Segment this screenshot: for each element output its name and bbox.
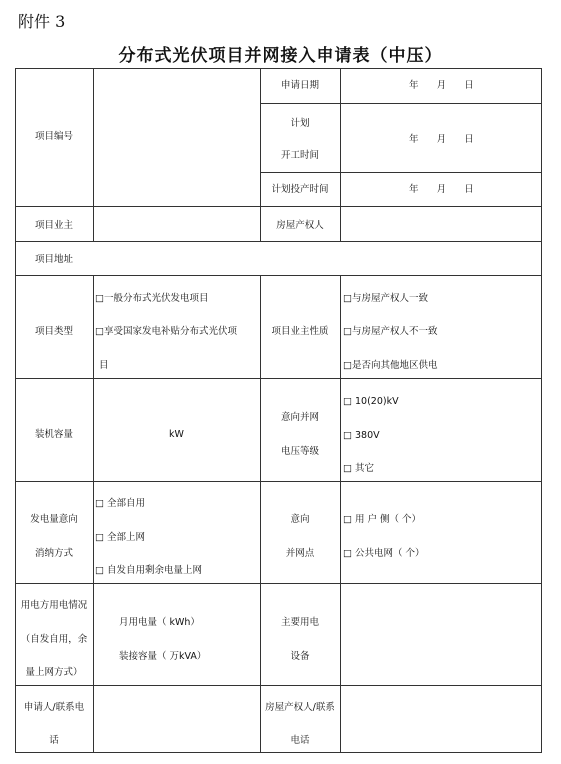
month-unit: 月	[436, 184, 447, 195]
month-unit: 月	[436, 134, 447, 145]
plan-start-date-field[interactable]	[409, 134, 474, 146]
voltage-option-10kv[interactable]: □ 10(20)kV	[343, 396, 399, 407]
project-type-label: 项目类型	[34, 326, 73, 337]
table-line	[15, 481, 542, 482]
table-line	[260, 103, 542, 104]
apply-date-field[interactable]	[409, 80, 474, 92]
grid-point-label-line2: 并网点	[285, 548, 315, 559]
table-line	[541, 68, 542, 753]
consumption-option-full-grid[interactable]: □ 全部上网	[95, 532, 145, 543]
main-equipment-label-line1: 主要用电	[280, 617, 319, 628]
voltage-label-line2: 电压等级	[280, 446, 319, 457]
table-line	[15, 378, 542, 379]
installed-capacity-field[interactable]: 装接容量（ 万kVA）	[119, 651, 207, 662]
application-form-table	[15, 68, 542, 753]
consumption-label-line2: 消纳方式	[34, 548, 73, 559]
project-type-option-subsidy-cont: 目	[99, 360, 109, 371]
table-line	[15, 206, 542, 207]
monthly-usage-field[interactable]: 月用电量（ kWh）	[119, 617, 200, 628]
voltage-option-other[interactable]: □ 其它	[343, 463, 374, 474]
applicant-contact-label-line1: 申请人/联系电	[23, 702, 85, 713]
day-unit: 日	[464, 134, 474, 145]
property-owner-label: 房屋产权人	[276, 220, 324, 231]
table-line	[340, 275, 341, 753]
usage-label-line2: （自发自用，余	[20, 634, 88, 645]
table-line	[260, 172, 542, 173]
table-line	[15, 685, 542, 686]
consumption-option-self-use[interactable]: □ 全部自用	[95, 498, 145, 509]
year-unit: 年	[409, 184, 419, 195]
table-line	[15, 241, 542, 242]
day-unit: 日	[464, 80, 474, 91]
usage-label-line1: 用电方用电情况	[20, 600, 88, 611]
consumption-label-line1: 发电量意向	[30, 514, 78, 525]
table-line	[93, 275, 94, 753]
table-line	[15, 275, 542, 276]
project-type-option-general[interactable]: □一般分布式光伏发电项目	[95, 293, 209, 304]
property-contact-label-line2: 电话	[290, 735, 310, 746]
table-line	[15, 583, 542, 584]
grid-point-option-public-grid[interactable]: □ 公共电网（ 个）	[343, 548, 425, 559]
plan-commission-date-field[interactable]	[409, 184, 474, 196]
table-line	[93, 68, 94, 241]
owner-nature-option-different[interactable]: □与房屋产权人不一致	[343, 326, 438, 337]
plan-commission-label: 计划投产时间	[271, 184, 329, 195]
year-unit: 年	[409, 134, 419, 145]
voltage-option-380v[interactable]: □ 380V	[343, 430, 380, 441]
usage-label-line3: 量上网方式）	[25, 667, 83, 678]
applicant-contact-label-line2: 话	[49, 735, 59, 746]
annex-number: 附件 3	[18, 12, 66, 31]
year-unit: 年	[409, 80, 419, 91]
owner-nature-label: 项目业主性质	[271, 326, 329, 337]
capacity-label: 装机容量	[34, 429, 73, 440]
project-type-option-subsidy[interactable]: □享受国家发电补贴分布式光伏项	[95, 326, 237, 337]
table-line	[15, 68, 16, 753]
plan-start-label-line2: 开工时间	[280, 150, 319, 161]
grid-point-option-user-side[interactable]: □ 用 户 侧（ 个）	[343, 514, 422, 525]
day-unit: 日	[464, 184, 474, 195]
project-owner-label: 项目业主	[34, 220, 73, 231]
project-address-label: 项目地址	[34, 254, 73, 265]
month-unit: 月	[436, 80, 447, 91]
owner-nature-option-other-region[interactable]: □是否向其他地区供电	[343, 360, 438, 371]
apply-date-label: 申请日期	[280, 80, 319, 91]
table-line	[15, 68, 542, 69]
grid-point-label-line1: 意向	[290, 514, 310, 525]
voltage-label-line1: 意向并网	[280, 412, 319, 423]
table-line	[15, 752, 542, 753]
plan-start-label-line1: 计划	[290, 118, 310, 129]
form-title: 分布式光伏项目并网接入申请表（中压）	[118, 46, 443, 66]
capacity-unit[interactable]: kW	[169, 429, 184, 440]
consumption-option-surplus-grid[interactable]: □ 自发自用剩余电量上网	[95, 565, 202, 576]
property-contact-label-line1: 房屋产权人/联系	[265, 702, 335, 713]
main-equipment-label-line2: 设备	[290, 651, 310, 662]
owner-nature-option-same[interactable]: □与房屋产权人一致	[343, 293, 428, 304]
project-no-label: 项目编号	[34, 131, 73, 142]
table-line	[340, 68, 341, 241]
